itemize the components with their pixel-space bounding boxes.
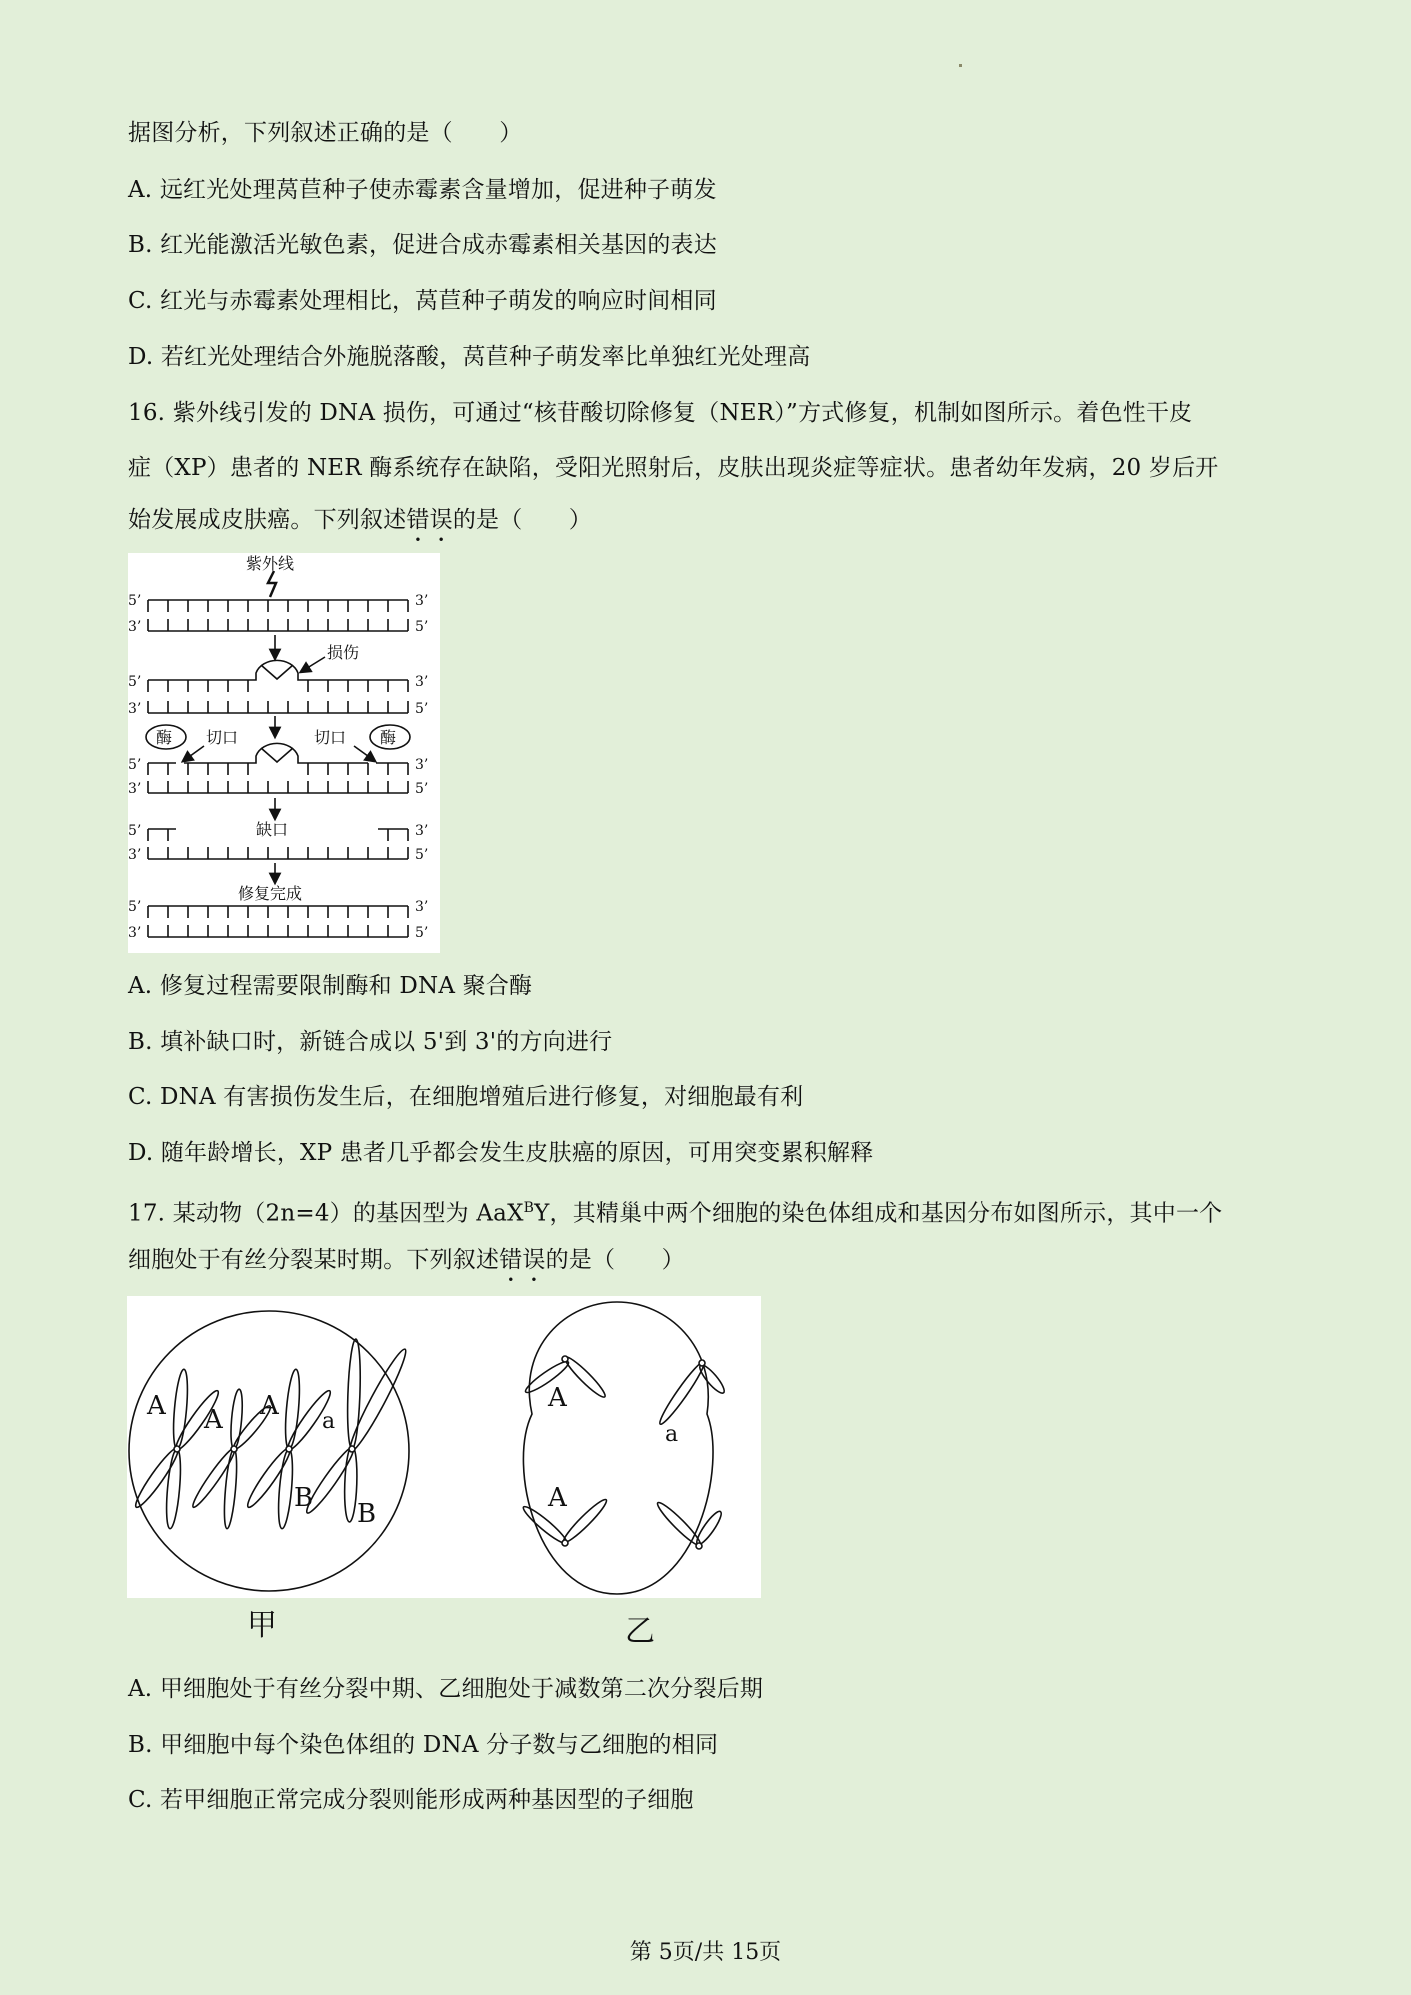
svg-text:A: A bbox=[204, 1405, 223, 1435]
svg-text:3’: 3’ bbox=[415, 899, 429, 915]
svg-text:5’: 5’ bbox=[128, 899, 142, 915]
emphasis-wrong: 错误 bbox=[499, 1247, 546, 1273]
svg-text:5’: 5’ bbox=[415, 619, 429, 635]
cell-yi-label: 乙 bbox=[625, 1614, 655, 1649]
svg-text:3’: 3’ bbox=[128, 701, 142, 717]
enzyme-left-label: 酶 bbox=[156, 728, 173, 747]
option-letter: B. bbox=[128, 232, 153, 258]
option-text: 填补缺口时，新链合成以 5'到 3'的方向进行 bbox=[160, 1029, 613, 1055]
svg-text:3’: 3’ bbox=[415, 593, 429, 609]
svg-text:3’: 3’ bbox=[415, 757, 429, 773]
q17-stem-line2: 细胞处于有丝分裂某时期。下列叙述错误的是（ ） bbox=[128, 1247, 685, 1273]
q15-option-d[interactable] bbox=[128, 342, 810, 372]
q15-stem: 据图分析，下列叙述正确的是（ ） bbox=[128, 120, 523, 146]
q16-option-d[interactable] bbox=[128, 1138, 873, 1168]
cell-division-figure bbox=[127, 1296, 761, 1598]
svg-text:3’: 3’ bbox=[415, 823, 429, 839]
option-letter: A. bbox=[128, 1676, 153, 1702]
option-letter: B. bbox=[128, 1029, 153, 1055]
q17-option-a[interactable] bbox=[128, 1674, 763, 1704]
svg-text:B: B bbox=[294, 1483, 314, 1513]
option-text: 若甲细胞正常完成分裂则能形成两种基因型的子细胞 bbox=[160, 1787, 694, 1813]
svg-text:5’: 5’ bbox=[415, 781, 429, 797]
svg-text:3’: 3’ bbox=[415, 674, 429, 690]
q17-option-c[interactable] bbox=[128, 1785, 694, 1815]
q16-option-b[interactable] bbox=[128, 1027, 612, 1057]
q16-option-a[interactable] bbox=[128, 971, 532, 1001]
svg-text:5’: 5’ bbox=[415, 925, 429, 941]
svg-text:3’: 3’ bbox=[128, 847, 142, 863]
svg-text:A: A bbox=[147, 1391, 166, 1421]
svg-text:A: A bbox=[260, 1391, 279, 1421]
svg-text:5’: 5’ bbox=[128, 823, 142, 839]
cut-right-label: 切口 bbox=[314, 728, 347, 747]
option-letter: A. bbox=[128, 973, 153, 999]
q16-stem-line3: 始发展成皮肤癌。下列叙述错误的是（ ） bbox=[128, 507, 593, 533]
page-number: 第 5页/共 15页 bbox=[629, 1940, 782, 1965]
q16-stem-line2: 症（XP）患者的 NER 酶系统存在缺陷，受阳光照射后，皮肤出现炎症等症状。患者幼年发病，20 岁后开 bbox=[128, 455, 1219, 481]
svg-text:a: a bbox=[322, 1409, 336, 1434]
option-letter: D. bbox=[128, 1140, 154, 1166]
scan-speck bbox=[959, 64, 962, 67]
ner-diagram-svg bbox=[128, 553, 440, 953]
svg-text:3’: 3’ bbox=[128, 781, 142, 797]
option-text: DNA 有害损伤发生后，在细胞增殖后进行修复，对细胞最有利 bbox=[160, 1084, 804, 1110]
svg-text:5’: 5’ bbox=[128, 593, 142, 609]
option-text: 若红光处理结合外施脱落酸，莴苣种子萌发率比单独红光处理高 bbox=[160, 344, 811, 370]
uv-label: 紫外线 bbox=[246, 554, 295, 573]
option-letter: C. bbox=[128, 288, 153, 314]
cut-left-label: 切口 bbox=[206, 728, 239, 747]
svg-text:A: A bbox=[548, 1383, 567, 1413]
cell-yi-outline bbox=[523, 1302, 713, 1594]
svg-text:A: A bbox=[548, 1483, 567, 1513]
option-letter: B. bbox=[128, 1732, 153, 1758]
option-letter: C. bbox=[128, 1084, 153, 1110]
q15-option-c[interactable] bbox=[128, 286, 717, 316]
svg-text:B: B bbox=[357, 1499, 377, 1529]
option-text: 红光能激活光敏色素，促进合成赤霉素相关基因的表达 bbox=[160, 232, 717, 258]
damage-label: 损伤 bbox=[327, 643, 360, 662]
q17-option-b[interactable] bbox=[128, 1730, 718, 1760]
svg-text:5’: 5’ bbox=[415, 701, 429, 717]
q16-stem-line1: 16. 紫外线引发的 DNA 损伤，可通过“核苷酸切除修复（NER）”方式修复，机制如图所示。着色性干皮 bbox=[128, 400, 1193, 426]
option-text: 远红光处理莴苣种子使赤霉素含量增加，促进种子萌发 bbox=[159, 177, 717, 203]
option-letter: A. bbox=[128, 177, 153, 203]
q17-stem-line1: 17. 某动物（2n=4）的基因型为 AaX$^B$Y，其精巢中两个细胞的染色体组成和基因分布如图所示，其中一个 bbox=[128, 1200, 1223, 1227]
option-text: 甲细胞中每个染色体组的 DNA 分子数与乙细胞的相同 bbox=[160, 1732, 719, 1758]
cell-jia-label: 甲 bbox=[247, 1608, 277, 1643]
svg-text:3’: 3’ bbox=[128, 925, 142, 941]
question-number: 16. bbox=[128, 400, 166, 426]
svg-text:5’: 5’ bbox=[128, 757, 142, 773]
repaired-label: 修复完成 bbox=[238, 884, 303, 903]
svg-text:5’: 5’ bbox=[128, 674, 142, 690]
svg-text:3’: 3’ bbox=[128, 619, 142, 635]
enzyme-right-label: 酶 bbox=[380, 728, 397, 747]
q15-option-a[interactable] bbox=[128, 175, 717, 205]
svg-text:5’: 5’ bbox=[415, 847, 429, 863]
cells-svg bbox=[127, 1296, 761, 1598]
gap-label: 缺口 bbox=[256, 820, 289, 839]
q15-option-b[interactable] bbox=[128, 230, 717, 260]
option-text: 甲细胞处于有丝分裂中期、乙细胞处于减数第二次分裂后期 bbox=[159, 1676, 764, 1702]
option-text: 修复过程需要限制酶和 DNA 聚合酶 bbox=[159, 973, 533, 999]
svg-text:a: a bbox=[665, 1422, 679, 1447]
ner-repair-diagram bbox=[128, 553, 440, 953]
question-number: 17. bbox=[128, 1200, 166, 1227]
option-text: 随年龄增长，XP 患者几乎都会发生皮肤癌的原因，可用突变累积解释 bbox=[160, 1140, 874, 1166]
option-text: 红光与赤霉素处理相比，莴苣种子萌发的响应时间相同 bbox=[160, 288, 717, 314]
emphasis-wrong: 错误 bbox=[406, 507, 453, 533]
option-letter: C. bbox=[128, 1787, 153, 1813]
option-letter: D. bbox=[128, 344, 154, 370]
q16-option-c[interactable] bbox=[128, 1082, 803, 1112]
